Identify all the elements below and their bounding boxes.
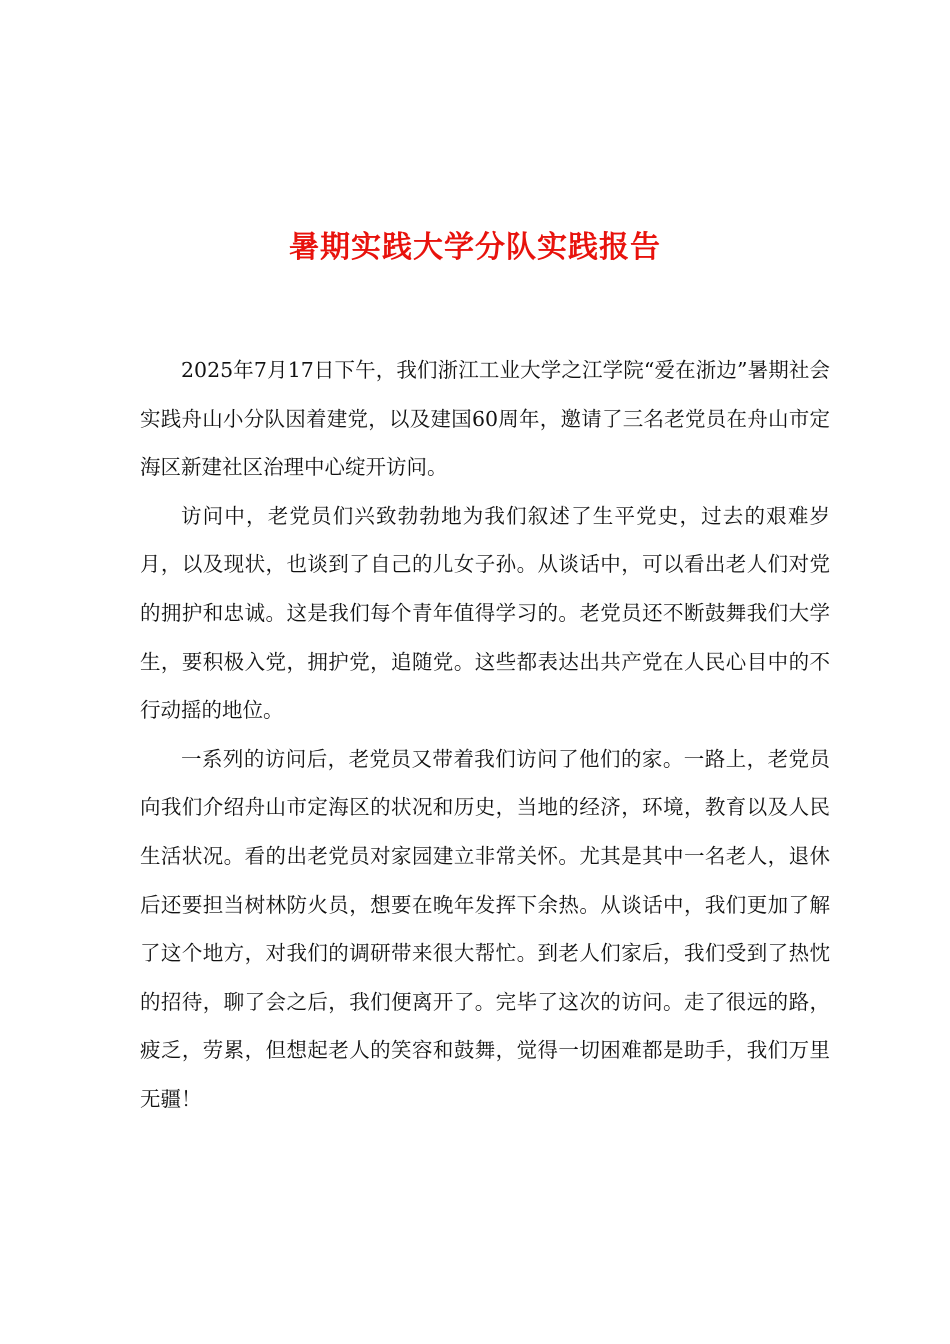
document-body bbox=[140, 346, 830, 1124]
document-title: 暑期实践大学分队实践报告 bbox=[289, 230, 661, 266]
paragraph-1: 2025年7月17日下午，我们浙江工业大学之江学院“爱在浙边”暑期社会实践舟山小分队因着建党，以及建国60周年，邀请了三名老党员在舟山市定海区新建社区治理中心绽开访问。 bbox=[140, 358, 830, 480]
paragraph-2: 访问中，老党员们兴致勃勃地为我们叙述了生平党史，过去的艰难岁月，以及现状，也谈到了自己的儿女子孙。从谈话中，可以看出老人们对党的拥护和忠诚。这是我们每个青年值得学习的。老党员还不断鼓舞我们大学生，要积极入党，拥护党，追随党。这些都表达出共产党在人民心目中的不行动摇的地位。 bbox=[140, 503, 830, 723]
paragraph-3: 一系列的访问后，老党员又带着我们访问了他们的家。一路上，老党员向我们介绍舟山市定海区的状况和历史，当地的经济，环境，教育以及人民生活状况。看的出老党员对家园建立非常关怀。尤其是其中一名老人，退休后还要担当树林防火员，想要在晚年发挥下余热。从谈话中，我们更加了解了这个地方，对我们的调研带来很大帮忙。到老人们家后，我们受到了热忱的招待，聊了会之后，我们便离开了。完毕了这次的访问。走了很远的路，疲乏，劳累，但想起老人的笑容和鼓舞，觉得一切困难都是助手，我们万里无疆！ bbox=[140, 746, 830, 1111]
